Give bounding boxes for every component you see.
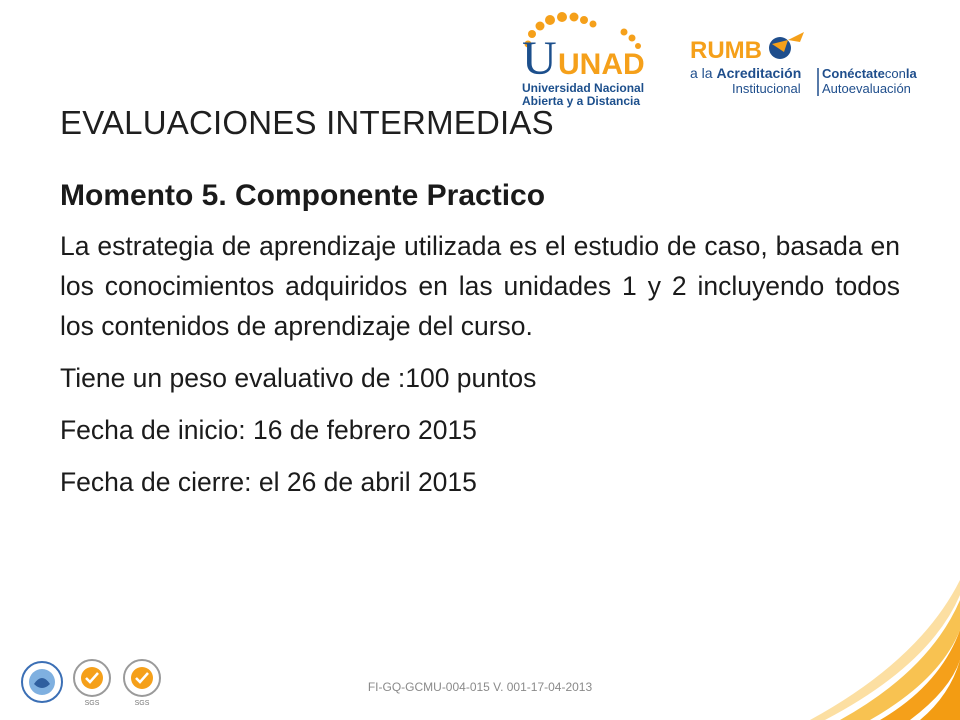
unad-logo-subtitle-2: Abierta y a Distancia <box>522 94 641 108</box>
slide-subtitle: Momento 5. Componente Practico <box>60 179 546 212</box>
rumbo-acreditacion-logo <box>688 30 928 100</box>
unad-logo-u: U <box>522 32 557 85</box>
svg-text:SGS: SGS <box>84 700 100 707</box>
unad-logo <box>512 12 660 110</box>
rumbo-right-line2: Autoevaluación <box>822 81 911 96</box>
rumbo-logo-text: RUMB <box>690 37 762 64</box>
peso-line: Tiene un peso evaluativo de :100 puntos <box>60 363 537 393</box>
unad-logo-text: UNAD <box>558 48 645 81</box>
slide-content <box>60 176 900 514</box>
rumbo-line2: Institucional <box>732 81 801 96</box>
footer-document-code: FI-GQ-GCMU-004-015 V. 001-17-04-2013 <box>367 680 593 694</box>
svg-text:SGS: SGS <box>134 700 150 707</box>
slide-title: EVALUACIONES INTERMEDIAS <box>60 104 554 141</box>
unad-logo-subtitle-1: Universidad Nacional <box>522 81 645 95</box>
rumbo-line1: a la Acreditación <box>690 65 802 81</box>
rumbo-compass-icon <box>769 32 804 59</box>
rumbo-right-line1: Conéctateconla <box>822 66 917 81</box>
orange-swoosh-decoration <box>800 560 960 720</box>
fecha-cierre-line: Fecha de cierre: el 26 de abril 2015 <box>60 467 477 497</box>
fecha-inicio-line: Fecha de inicio: 16 de febrero 2015 <box>60 415 477 445</box>
strategy-paragraph: La estrategia de aprendizaje utilizada es el estudio de caso, basada en los conocimientos adquiridos en las unidades 1 y 2 incluyendo todos los contenidos de aprendizaje del curso. <box>60 231 900 341</box>
